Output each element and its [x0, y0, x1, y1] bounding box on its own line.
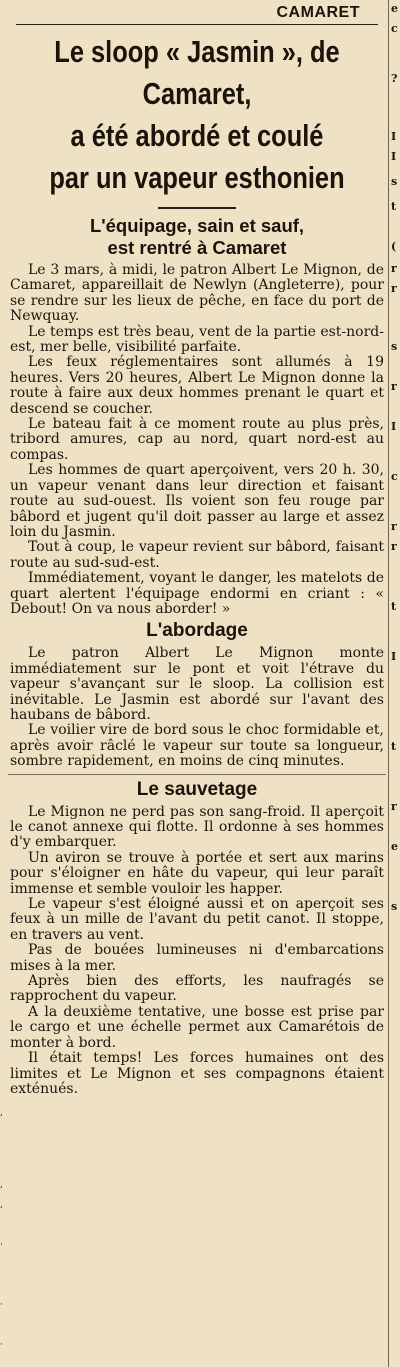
rubric-rule — [16, 24, 378, 25]
fragment-letter: r — [391, 520, 397, 533]
paragraph: Il était temps! Les forces humaines ont des limites et Le Mignon et ses compagnons étaient exténués. — [10, 1050, 384, 1097]
fragment-letter: ( — [391, 240, 397, 253]
paragraph: Le patron Albert Le Mignon monte immédiatement sur le pont et voit l'étrave du vapeur s'avançant sur le sloop. La collision est inévitable. Le Jasmin est abordé sur l'avant des haubans de bâbord. — [10, 645, 384, 723]
fragment-letter: t — [391, 600, 397, 613]
fragment-letter: I — [391, 150, 397, 163]
paragraph: Immédiatement, voyant le danger, les matelots de quart alertent l'équipage endormi en criant : « Debout! On va nous aborder! » — [10, 570, 384, 617]
paragraph: Les feux réglementaires sont allumés à 19 heures. Vers 20 heures, Albert Le Mignon donne la route à faire aux deux hommes prenant le quart et descend se coucher. — [10, 354, 384, 417]
paragraph: Les hommes de quart aperçoivent, vers 20 h. 30, un vapeur venant dans leur direction et faisant route au sud-ouest. Ils voient son feu rouge par bâbord et jugent qu'il doit passer au large et assez loin du Jasmin. — [10, 462, 384, 540]
paragraph: Tout à coup, le vapeur revient sur bâbord, faisant route au sud-sud-est. — [10, 539, 384, 571]
paragraph: Le Mignon ne perd pas son sang-froid. Il aperçoit le canot annexe qui flotte. Il ordonne à ses hommes d'y embarquer. — [10, 803, 384, 851]
fragment-letter: s — [391, 175, 398, 188]
fragment-letter: t — [391, 740, 397, 753]
fragment-letter: r — [391, 380, 397, 393]
column-rule — [388, 0, 389, 1367]
deck-line: est rentré à Camaret — [107, 237, 287, 258]
fragment-letter: r — [391, 282, 397, 295]
rubric: CAMARET — [276, 4, 360, 21]
fragment-letter: I — [391, 130, 397, 143]
fragment-letter: e — [391, 2, 398, 15]
paragraph: Le bateau fait à ce moment route au plus près, tribord amures, cap au nord, quart nord-est au compas. — [10, 416, 384, 463]
deck-line: L'équipage, sain et sauf, — [89, 215, 305, 236]
headline — [42, 31, 352, 199]
headline-rule — [158, 207, 236, 209]
fragment-letter: c — [391, 22, 398, 35]
fragment-letter: I — [391, 420, 397, 433]
fragment-letter: ? — [391, 72, 398, 85]
paragraph: Un aviron se trouve à portée et sert aux marins pour s'éloigner en hâte du vapeur, qui leur paraît immense et semble vouloir les happer. — [10, 849, 384, 897]
paragraph: Le temps est très beau, vent de la partie est-nord-est, mer belle, visibilité parfaite. — [10, 323, 384, 356]
headline-line: par un vapeur esthonien — [49, 160, 345, 195]
headline-line: a été abordé et coulé — [70, 118, 324, 153]
paragraph: Le 3 mars, à midi, le patron Albert Le Mignon, de Camaret, appareillait de Newlyn (Angleterre), pour se rendre sur les lieux de pêche, en face du port de Newquay. — [10, 262, 384, 325]
article — [8, 0, 386, 1097]
section-rule — [8, 774, 386, 775]
fragment-letter: s — [391, 340, 398, 353]
subheading-sauvetage: Le sauvetage — [136, 778, 258, 800]
fragment-letter: I — [391, 650, 397, 663]
headline-line: Le sloop « Jasmin », de Camaret, — [54, 34, 340, 111]
fragment-letter: t — [391, 200, 397, 213]
paragraph: Après bien des efforts, les naufragés se rapprochent du vapeur. — [10, 973, 384, 1005]
fragment-letter: r — [391, 262, 397, 275]
fragment-letter: s — [391, 900, 398, 913]
fragment-letter: e — [391, 840, 398, 853]
paragraph: Le vapeur s'est éloigné aussi et on aperçoit ses feux à un mille de l'avant du petit canot. Il stoppe, en travers au vent. — [10, 896, 384, 943]
right-column-fragment — [390, 0, 400, 1367]
body-section-abordage — [10, 646, 384, 769]
body-section-sauvetage — [10, 805, 384, 1098]
paragraph: Le voilier vire de bord sous le choc formidable et, après avoir râclé le vapeur sur toute sa longueur, sombre rapidement, en moins de cinq minutes. — [10, 722, 384, 770]
fragment-letter: r — [391, 540, 397, 553]
left-margin-fragment: , , , · · · — [0, 1108, 3, 1350]
paragraph: A la deuxième tentative, une bosse est prise par le cargo et une échelle permet aux Camarétois de monter à bord. — [10, 1003, 384, 1051]
deck — [8, 215, 386, 259]
paragraph: Pas de bouées lumineuses ni d'embarcations mises à la mer. — [10, 942, 384, 974]
subheading-abordage: L'abordage — [146, 620, 248, 642]
body-section-intro — [10, 263, 384, 617]
fragment-letter: r — [391, 800, 397, 813]
fragment-letter: c — [391, 470, 398, 483]
